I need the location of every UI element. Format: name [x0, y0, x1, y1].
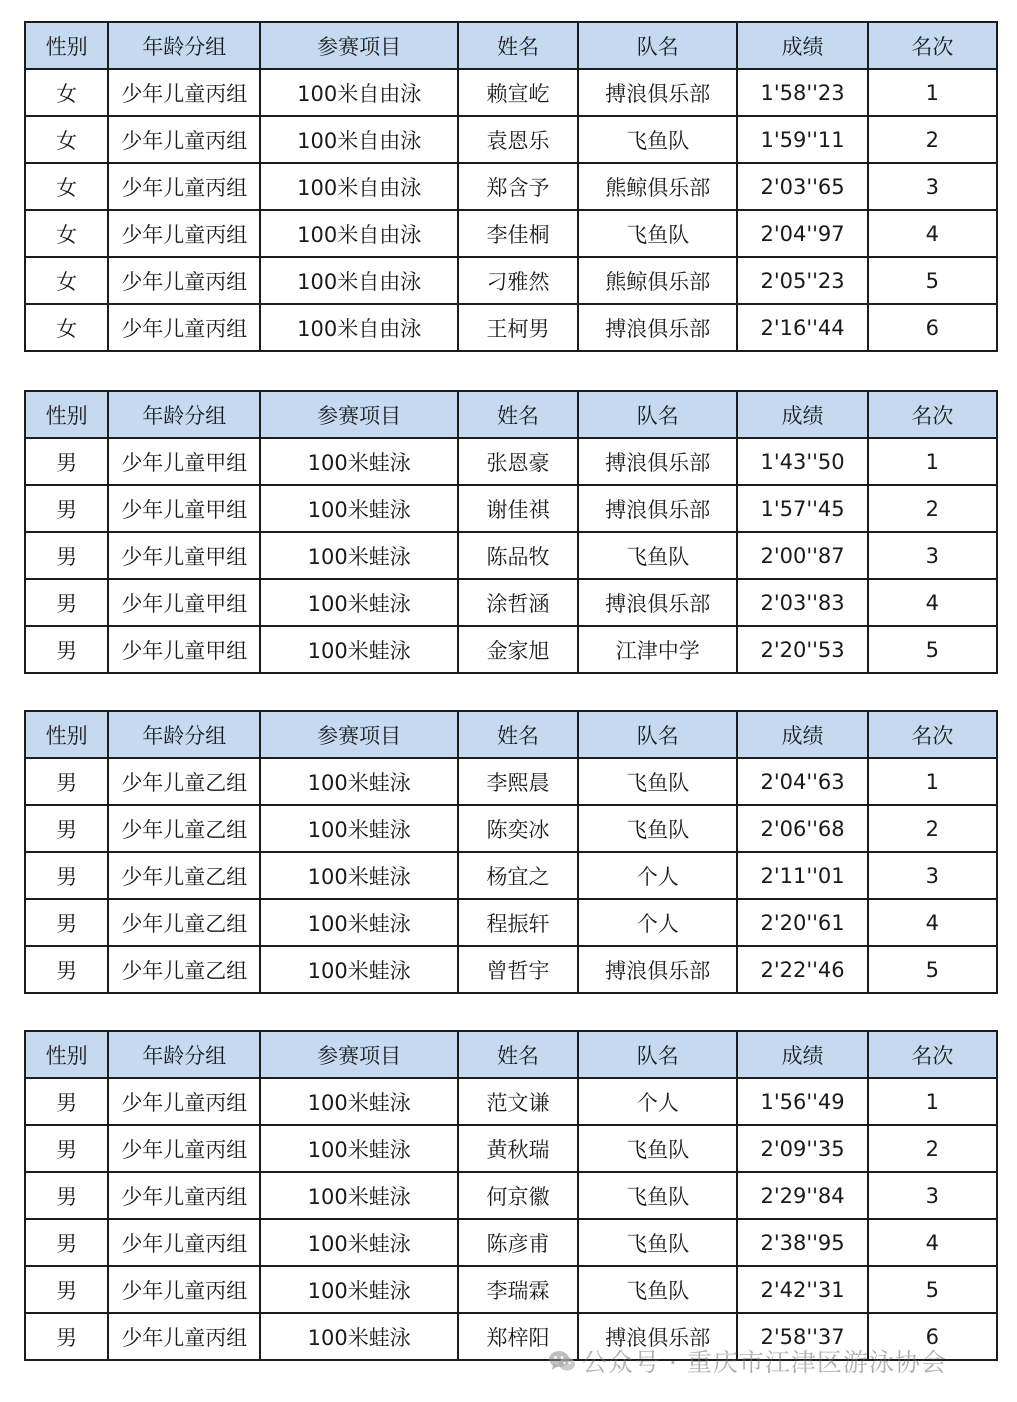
header-team: 队名 [578, 1031, 737, 1078]
table-row [25, 438, 997, 485]
header-time: 成绩 [737, 22, 867, 69]
cell-team: 搏浪俱乐部 [578, 304, 737, 351]
cell-rank: 5 [868, 257, 997, 304]
cell-name: 涂哲涵 [458, 579, 578, 626]
cell-rank: 2 [868, 1125, 997, 1172]
cell-team: 搏浪俱乐部 [578, 1313, 737, 1360]
cell-time: 2'11''01 [737, 852, 867, 899]
cell-event: 100米蛙泳 [260, 1172, 457, 1219]
table-row [25, 1219, 997, 1266]
cell-event: 100米蛙泳 [260, 1125, 457, 1172]
cell-gender: 男 [25, 899, 108, 946]
cell-gender: 男 [25, 758, 108, 805]
cell-name: 刁雅然 [458, 257, 578, 304]
cell-age-group: 少年儿童丙组 [108, 257, 260, 304]
cell-team: 搏浪俱乐部 [578, 438, 737, 485]
cell-event: 100米蛙泳 [260, 1219, 457, 1266]
cell-team: 搏浪俱乐部 [578, 485, 737, 532]
cell-name: 郑梓阳 [458, 1313, 578, 1360]
cell-gender: 男 [25, 1125, 108, 1172]
table-row [25, 257, 997, 304]
cell-age-group: 少年儿童丙组 [108, 1313, 260, 1360]
table-row [25, 1266, 997, 1313]
table-row [25, 210, 997, 257]
cell-time: 2'22''46 [737, 946, 867, 993]
cell-gender: 男 [25, 626, 108, 673]
cell-rank: 4 [868, 579, 997, 626]
cell-team: 飞鱼队 [578, 1219, 737, 1266]
cell-age-group: 少年儿童丙组 [108, 210, 260, 257]
cell-rank: 4 [868, 1219, 997, 1266]
cell-time: 2'04''63 [737, 758, 867, 805]
cell-team: 搏浪俱乐部 [578, 69, 737, 116]
cell-gender: 女 [25, 257, 108, 304]
cell-time: 2'05''23 [737, 257, 867, 304]
header-gender: 性别 [25, 711, 108, 758]
cell-rank: 1 [868, 69, 997, 116]
cell-team: 江津中学 [578, 626, 737, 673]
cell-name: 陈彦甫 [458, 1219, 578, 1266]
cell-age-group: 少年儿童甲组 [108, 579, 260, 626]
cell-age-group: 少年儿童丙组 [108, 1172, 260, 1219]
cell-gender: 男 [25, 438, 108, 485]
table-row [25, 1078, 997, 1125]
cell-gender: 女 [25, 210, 108, 257]
cell-rank: 3 [868, 852, 997, 899]
cell-gender: 男 [25, 579, 108, 626]
header-time: 成绩 [737, 1031, 867, 1078]
header-event: 参赛项目 [260, 1031, 457, 1078]
cell-event: 100米蛙泳 [260, 532, 457, 579]
cell-rank: 5 [868, 946, 997, 993]
cell-team: 飞鱼队 [578, 805, 737, 852]
header-event: 参赛项目 [260, 391, 457, 438]
cell-gender: 男 [25, 805, 108, 852]
header-gender: 性别 [25, 1031, 108, 1078]
cell-event: 100米蛙泳 [260, 1313, 457, 1360]
cell-age-group: 少年儿童丙组 [108, 116, 260, 163]
header-age-group: 年龄分组 [108, 1031, 260, 1078]
cell-name: 杨宜之 [458, 852, 578, 899]
cell-name: 陈品牧 [458, 532, 578, 579]
cell-name: 赖宣屹 [458, 69, 578, 116]
cell-name: 袁恩乐 [458, 116, 578, 163]
cell-age-group: 少年儿童丙组 [108, 1078, 260, 1125]
cell-time: 2'42''31 [737, 1266, 867, 1313]
header-age-group: 年龄分组 [108, 711, 260, 758]
cell-team: 搏浪俱乐部 [578, 579, 737, 626]
cell-gender: 男 [25, 946, 108, 993]
cell-age-group: 少年儿童甲组 [108, 626, 260, 673]
cell-rank: 6 [868, 1313, 997, 1360]
cell-event: 100米蛙泳 [260, 946, 457, 993]
cell-team: 飞鱼队 [578, 1125, 737, 1172]
cell-rank: 1 [868, 1078, 997, 1125]
cell-gender: 女 [25, 163, 108, 210]
cell-age-group: 少年儿童丙组 [108, 1266, 260, 1313]
cell-rank: 2 [868, 485, 997, 532]
cell-time: 2'16''44 [737, 304, 867, 351]
header-event: 参赛项目 [260, 22, 457, 69]
cell-time: 2'20''53 [737, 626, 867, 673]
cell-age-group: 少年儿童甲组 [108, 438, 260, 485]
table-row [25, 758, 997, 805]
cell-team: 熊鲸俱乐部 [578, 257, 737, 304]
table-row [25, 1125, 997, 1172]
cell-name: 曾哲宇 [458, 946, 578, 993]
cell-rank: 1 [868, 438, 997, 485]
cell-name: 何京徽 [458, 1172, 578, 1219]
cell-time: 2'00''87 [737, 532, 867, 579]
cell-gender: 男 [25, 1172, 108, 1219]
table-header-row [25, 1031, 997, 1078]
cell-time: 2'03''83 [737, 579, 867, 626]
cell-age-group: 少年儿童甲组 [108, 532, 260, 579]
cell-gender: 男 [25, 1313, 108, 1360]
header-name: 姓名 [458, 22, 578, 69]
cell-event: 100米自由泳 [260, 116, 457, 163]
header-gender: 性别 [25, 22, 108, 69]
cell-time: 1'58''23 [737, 69, 867, 116]
cell-rank: 2 [868, 805, 997, 852]
cell-event: 100米自由泳 [260, 304, 457, 351]
header-team: 队名 [578, 711, 737, 758]
cell-rank: 6 [868, 304, 997, 351]
cell-age-group: 少年儿童丙组 [108, 69, 260, 116]
cell-gender: 男 [25, 1266, 108, 1313]
cell-name: 范文谦 [458, 1078, 578, 1125]
cell-time: 2'29''84 [737, 1172, 867, 1219]
header-event: 参赛项目 [260, 711, 457, 758]
table-row [25, 532, 997, 579]
table-header-row [25, 711, 997, 758]
cell-event: 100米蛙泳 [260, 852, 457, 899]
results-table-1 [24, 21, 998, 352]
header-age-group: 年龄分组 [108, 22, 260, 69]
cell-rank: 5 [868, 626, 997, 673]
cell-event: 100米蛙泳 [260, 758, 457, 805]
cell-time: 2'20''61 [737, 899, 867, 946]
cell-age-group: 少年儿童甲组 [108, 485, 260, 532]
cell-team: 个人 [578, 852, 737, 899]
cell-time: 2'06''68 [737, 805, 867, 852]
cell-team: 个人 [578, 1078, 737, 1125]
cell-team: 飞鱼队 [578, 532, 737, 579]
cell-rank: 2 [868, 116, 997, 163]
table-row [25, 1313, 997, 1360]
header-team: 队名 [578, 391, 737, 438]
header-age-group: 年龄分组 [108, 391, 260, 438]
cell-name: 李熙晨 [458, 758, 578, 805]
cell-age-group: 少年儿童乙组 [108, 852, 260, 899]
cell-event: 100米蛙泳 [260, 899, 457, 946]
header-rank: 名次 [868, 1031, 997, 1078]
cell-event: 100米蛙泳 [260, 579, 457, 626]
table-row [25, 626, 997, 673]
header-time: 成绩 [737, 711, 867, 758]
cell-team: 飞鱼队 [578, 116, 737, 163]
header-gender: 性别 [25, 391, 108, 438]
cell-name: 郑含予 [458, 163, 578, 210]
cell-event: 100米自由泳 [260, 257, 457, 304]
header-name: 姓名 [458, 1031, 578, 1078]
cell-team: 飞鱼队 [578, 1266, 737, 1313]
cell-name: 王柯男 [458, 304, 578, 351]
cell-team: 飞鱼队 [578, 210, 737, 257]
cell-team: 飞鱼队 [578, 758, 737, 805]
cell-name: 金家旭 [458, 626, 578, 673]
cell-rank: 4 [868, 210, 997, 257]
cell-gender: 男 [25, 485, 108, 532]
cell-event: 100米蛙泳 [260, 485, 457, 532]
cell-age-group: 少年儿童丙组 [108, 1219, 260, 1266]
cell-time: 1'56''49 [737, 1078, 867, 1125]
results-table-3 [24, 710, 998, 994]
cell-gender: 男 [25, 852, 108, 899]
table-row [25, 579, 997, 626]
header-time: 成绩 [737, 391, 867, 438]
cell-event: 100米自由泳 [260, 210, 457, 257]
cell-rank: 4 [868, 899, 997, 946]
cell-age-group: 少年儿童乙组 [108, 805, 260, 852]
cell-event: 100米自由泳 [260, 163, 457, 210]
cell-gender: 男 [25, 1219, 108, 1266]
table-row [25, 899, 997, 946]
watermark-text: 公众号 · 重庆市江津区游泳协会 [582, 1348, 947, 1377]
results-table-4 [24, 1030, 998, 1361]
cell-rank: 3 [868, 532, 997, 579]
cell-team: 熊鲸俱乐部 [578, 163, 737, 210]
cell-age-group: 少年儿童乙组 [108, 899, 260, 946]
table-row [25, 946, 997, 993]
header-team: 队名 [578, 22, 737, 69]
cell-event: 100米蛙泳 [260, 438, 457, 485]
table-row [25, 69, 997, 116]
cell-rank: 1 [868, 758, 997, 805]
header-name: 姓名 [458, 711, 578, 758]
cell-name: 李瑞霖 [458, 1266, 578, 1313]
table-row [25, 304, 997, 351]
cell-team: 搏浪俱乐部 [578, 946, 737, 993]
cell-age-group: 少年儿童丙组 [108, 1125, 260, 1172]
cell-gender: 女 [25, 69, 108, 116]
table-row [25, 116, 997, 163]
cell-time: 1'57''45 [737, 485, 867, 532]
cell-name: 陈奕冰 [458, 805, 578, 852]
cell-rank: 3 [868, 1172, 997, 1219]
cell-time: 2'09''35 [737, 1125, 867, 1172]
header-rank: 名次 [868, 391, 997, 438]
cell-name: 李佳桐 [458, 210, 578, 257]
table-header-row [25, 391, 997, 438]
cell-event: 100米蛙泳 [260, 1078, 457, 1125]
cell-team: 个人 [578, 899, 737, 946]
cell-gender: 女 [25, 304, 108, 351]
cell-gender: 男 [25, 532, 108, 579]
header-rank: 名次 [868, 711, 997, 758]
cell-name: 谢佳祺 [458, 485, 578, 532]
cell-gender: 男 [25, 1078, 108, 1125]
table-row [25, 163, 997, 210]
cell-event: 100米蛙泳 [260, 805, 457, 852]
cell-event: 100米蛙泳 [260, 626, 457, 673]
cell-time: 2'38''95 [737, 1219, 867, 1266]
header-rank: 名次 [868, 22, 997, 69]
cell-time: 1'59''11 [737, 116, 867, 163]
table-row [25, 805, 997, 852]
cell-age-group: 少年儿童乙组 [108, 758, 260, 805]
cell-team: 飞鱼队 [578, 1172, 737, 1219]
cell-time: 1'43''50 [737, 438, 867, 485]
cell-age-group: 少年儿童丙组 [108, 163, 260, 210]
header-name: 姓名 [458, 391, 578, 438]
cell-name: 黄秋瑞 [458, 1125, 578, 1172]
cell-time: 2'58''37 [737, 1313, 867, 1360]
table-row [25, 1172, 997, 1219]
cell-name: 程振轩 [458, 899, 578, 946]
cell-event: 100米蛙泳 [260, 1266, 457, 1313]
cell-time: 2'03''65 [737, 163, 867, 210]
table-header-row [25, 22, 997, 69]
cell-event: 100米自由泳 [260, 69, 457, 116]
cell-age-group: 少年儿童乙组 [108, 946, 260, 993]
cell-time: 2'04''97 [737, 210, 867, 257]
cell-name: 张恩豪 [458, 438, 578, 485]
table-row [25, 852, 997, 899]
results-table-2 [24, 390, 998, 674]
cell-gender: 女 [25, 116, 108, 163]
table-row [25, 485, 997, 532]
cell-age-group: 少年儿童丙组 [108, 304, 260, 351]
cell-rank: 5 [868, 1266, 997, 1313]
cell-rank: 3 [868, 163, 997, 210]
